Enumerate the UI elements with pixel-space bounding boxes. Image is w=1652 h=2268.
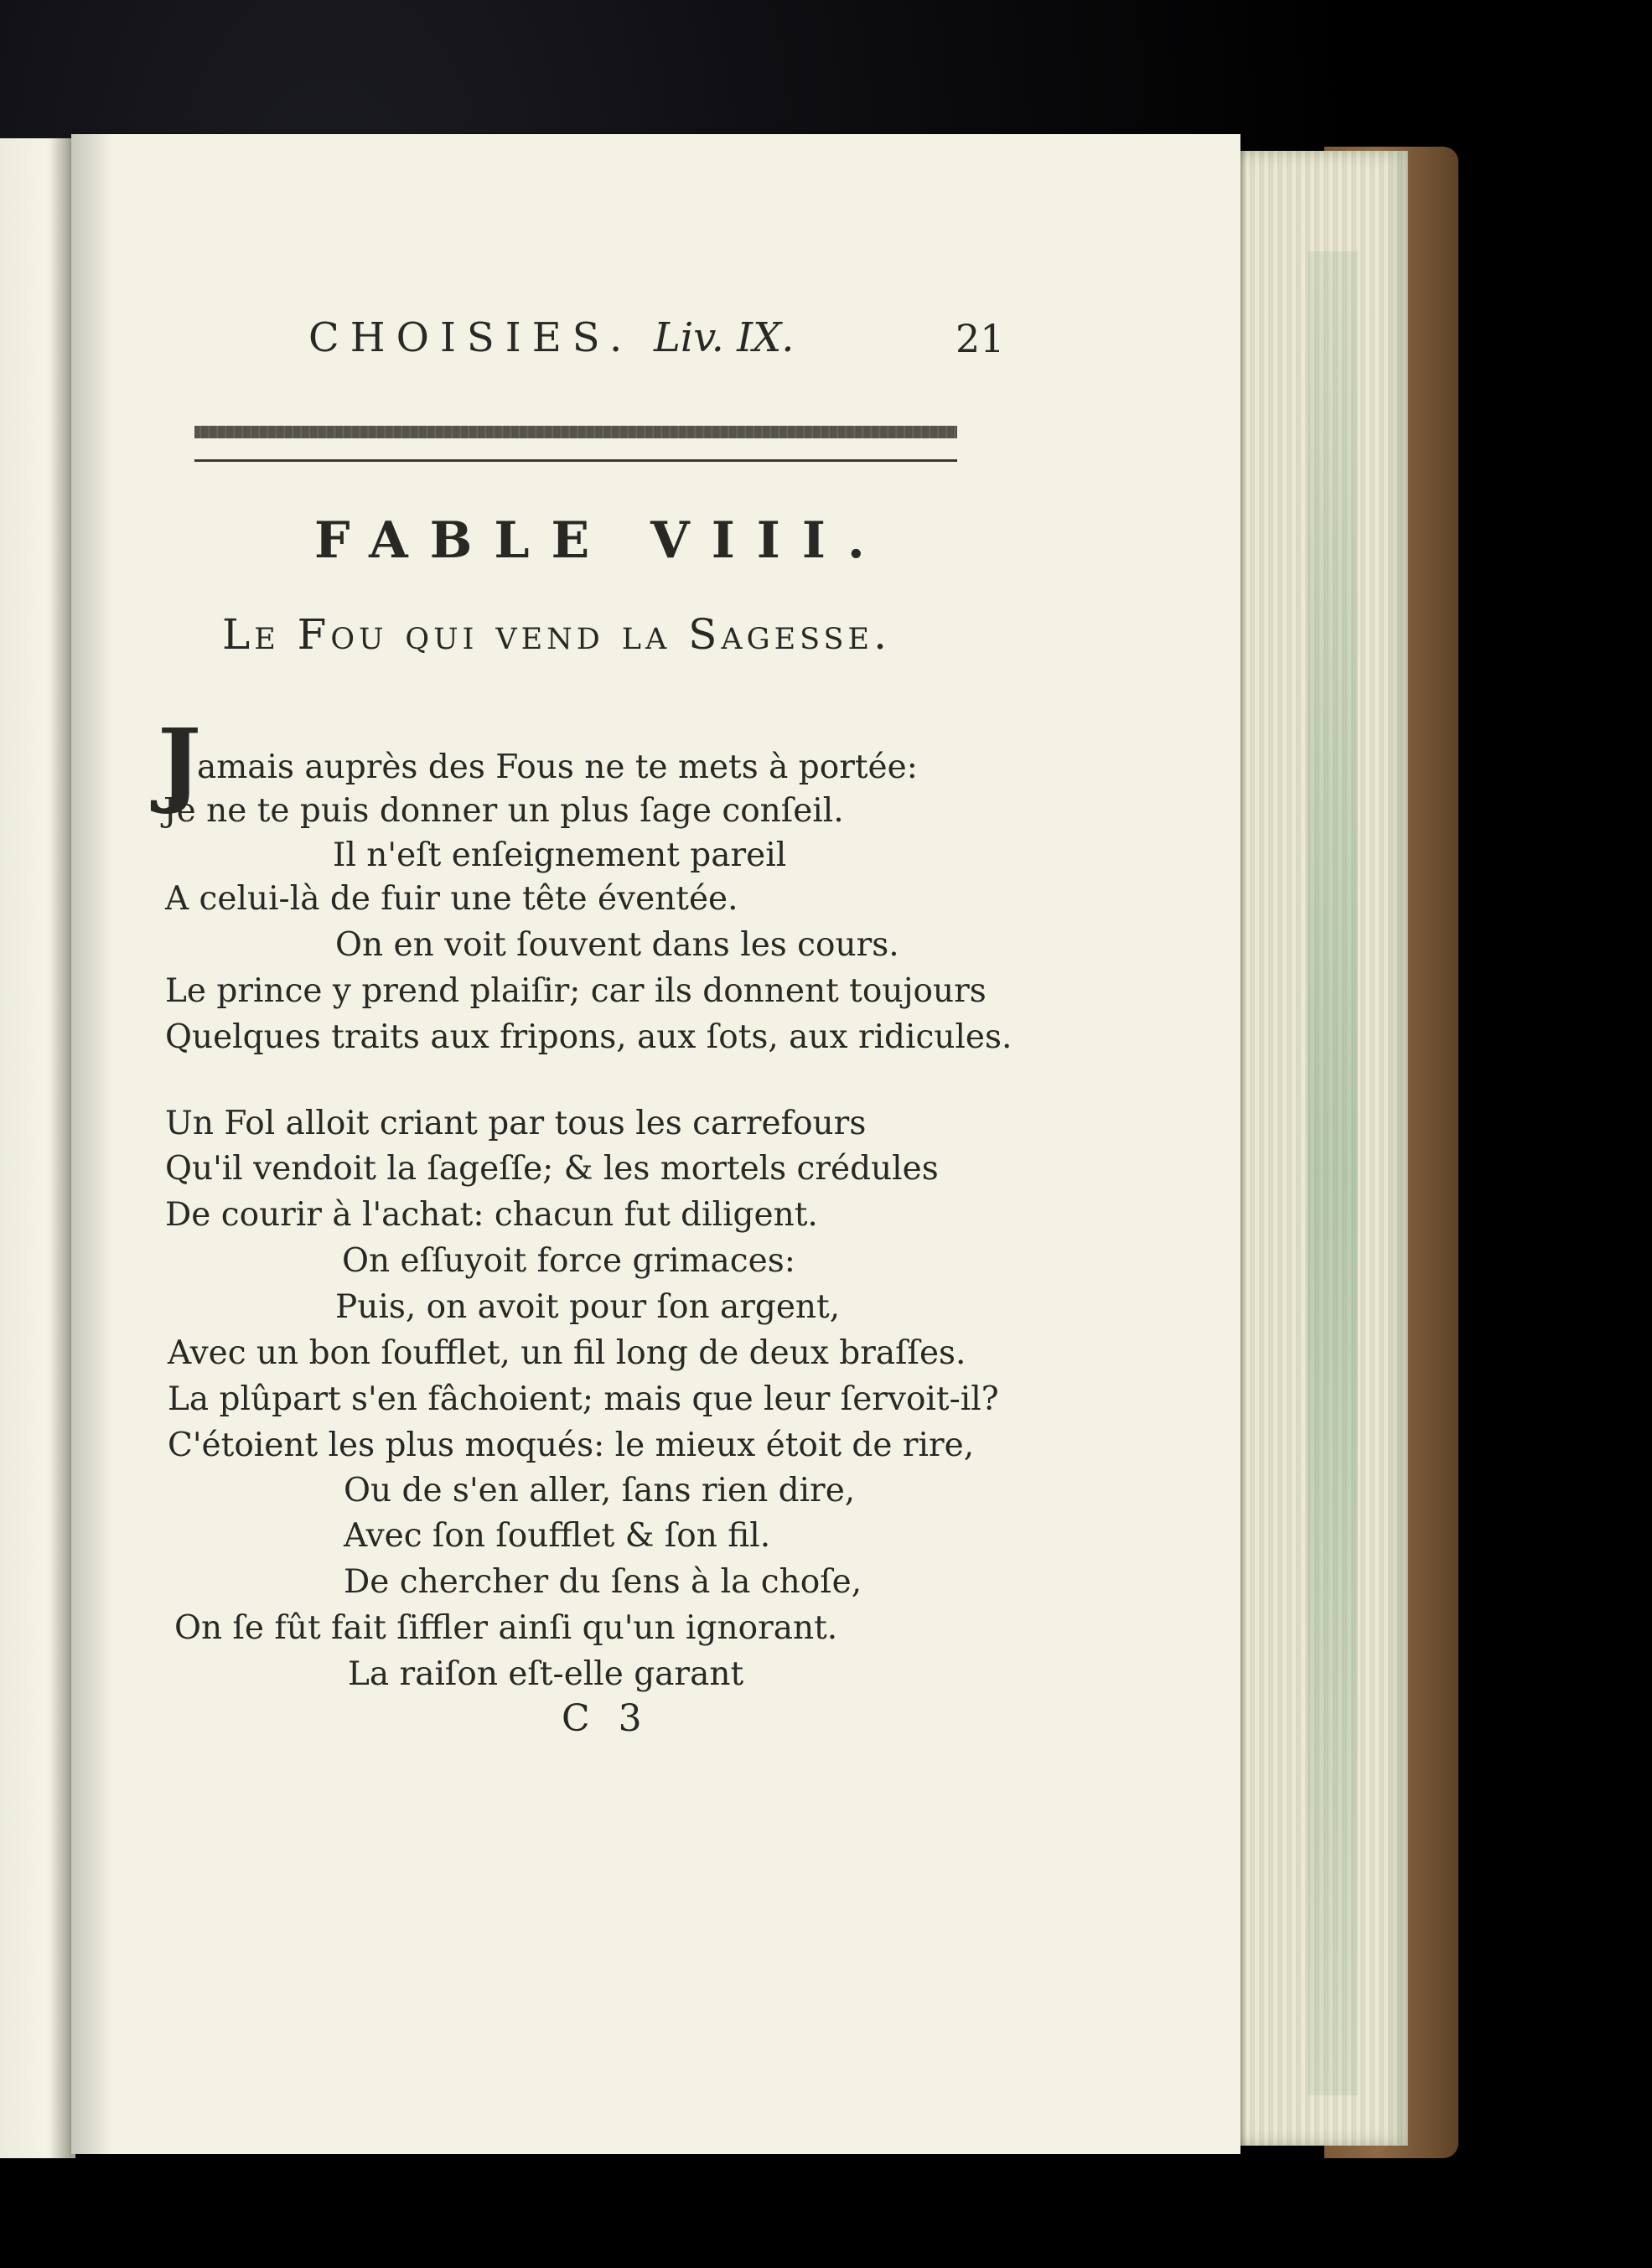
running-head-book: Liv. IX. [654,314,795,361]
drop-cap: J [158,708,202,816]
verse-line: On en voit ſouvent dans les cours. [335,926,899,964]
verse-line: Ou de s'en aller, ſans rien dire, [344,1472,856,1509]
verse-line: On ſe fût fait ſiffler ainſi qu'un ignorant. [174,1609,838,1647]
running-head [243,314,1023,373]
ornamental-rule [194,426,957,438]
verse-line: Qu'il vendoit la ſageſſe; & les mortels crédules [165,1150,939,1188]
verse-line: Quelques traits aux fripons, aux ſots, aux ridicules. [165,1018,1012,1056]
verse-line: A celui-là de fuir une tête éventée. [165,880,738,918]
verse-line: Je ne te puis donner un plus ſage conſeil. [163,792,844,830]
page-edge-tint [1308,251,1358,2095]
thin-rule [194,459,957,462]
page-number: 21 [955,316,1005,361]
verse-line: Un Fol alloit criant par tous les carrefours [165,1105,867,1142]
verse-line: Avec un bon ſoufflet, un fil long de deux braſſes. [168,1334,966,1372]
verse-line: De courir à l'achat: chacun fut diligent. [165,1196,818,1234]
verse-line: Il n'eſt enſeignement pareil [333,836,787,874]
fable-subtitle: Le Fou qui vend la Sagesse. [222,610,891,659]
fable-title: FABLE VIII. [314,511,887,570]
signature-mark: C 3 [562,1697,650,1740]
verse-line: Le prince y prend plaiſir; car ils donnent toujours [165,972,987,1010]
verse-line: Avec ſon ſoufflet & ſon fil. [344,1517,771,1555]
verse-line: La raiſon eſt-elle garant [348,1655,744,1693]
verse-line: C'étoient les plus moqués: le mieux étoit de rire, [168,1427,975,1464]
verse-line: amais auprès des Fous ne te mets à portée: [197,748,918,786]
running-head-title: CHOISIES. [308,314,634,361]
verse-line: De chercher du ſens à la choſe, [344,1563,862,1601]
verse-line: La plûpart s'en fâchoient; mais que leur ſervoit-il? [168,1380,999,1418]
verse-line: Puis, on avoit pour ſon argent, [335,1288,841,1326]
verse-line: On eſſuyoit force grimaces: [342,1242,795,1280]
